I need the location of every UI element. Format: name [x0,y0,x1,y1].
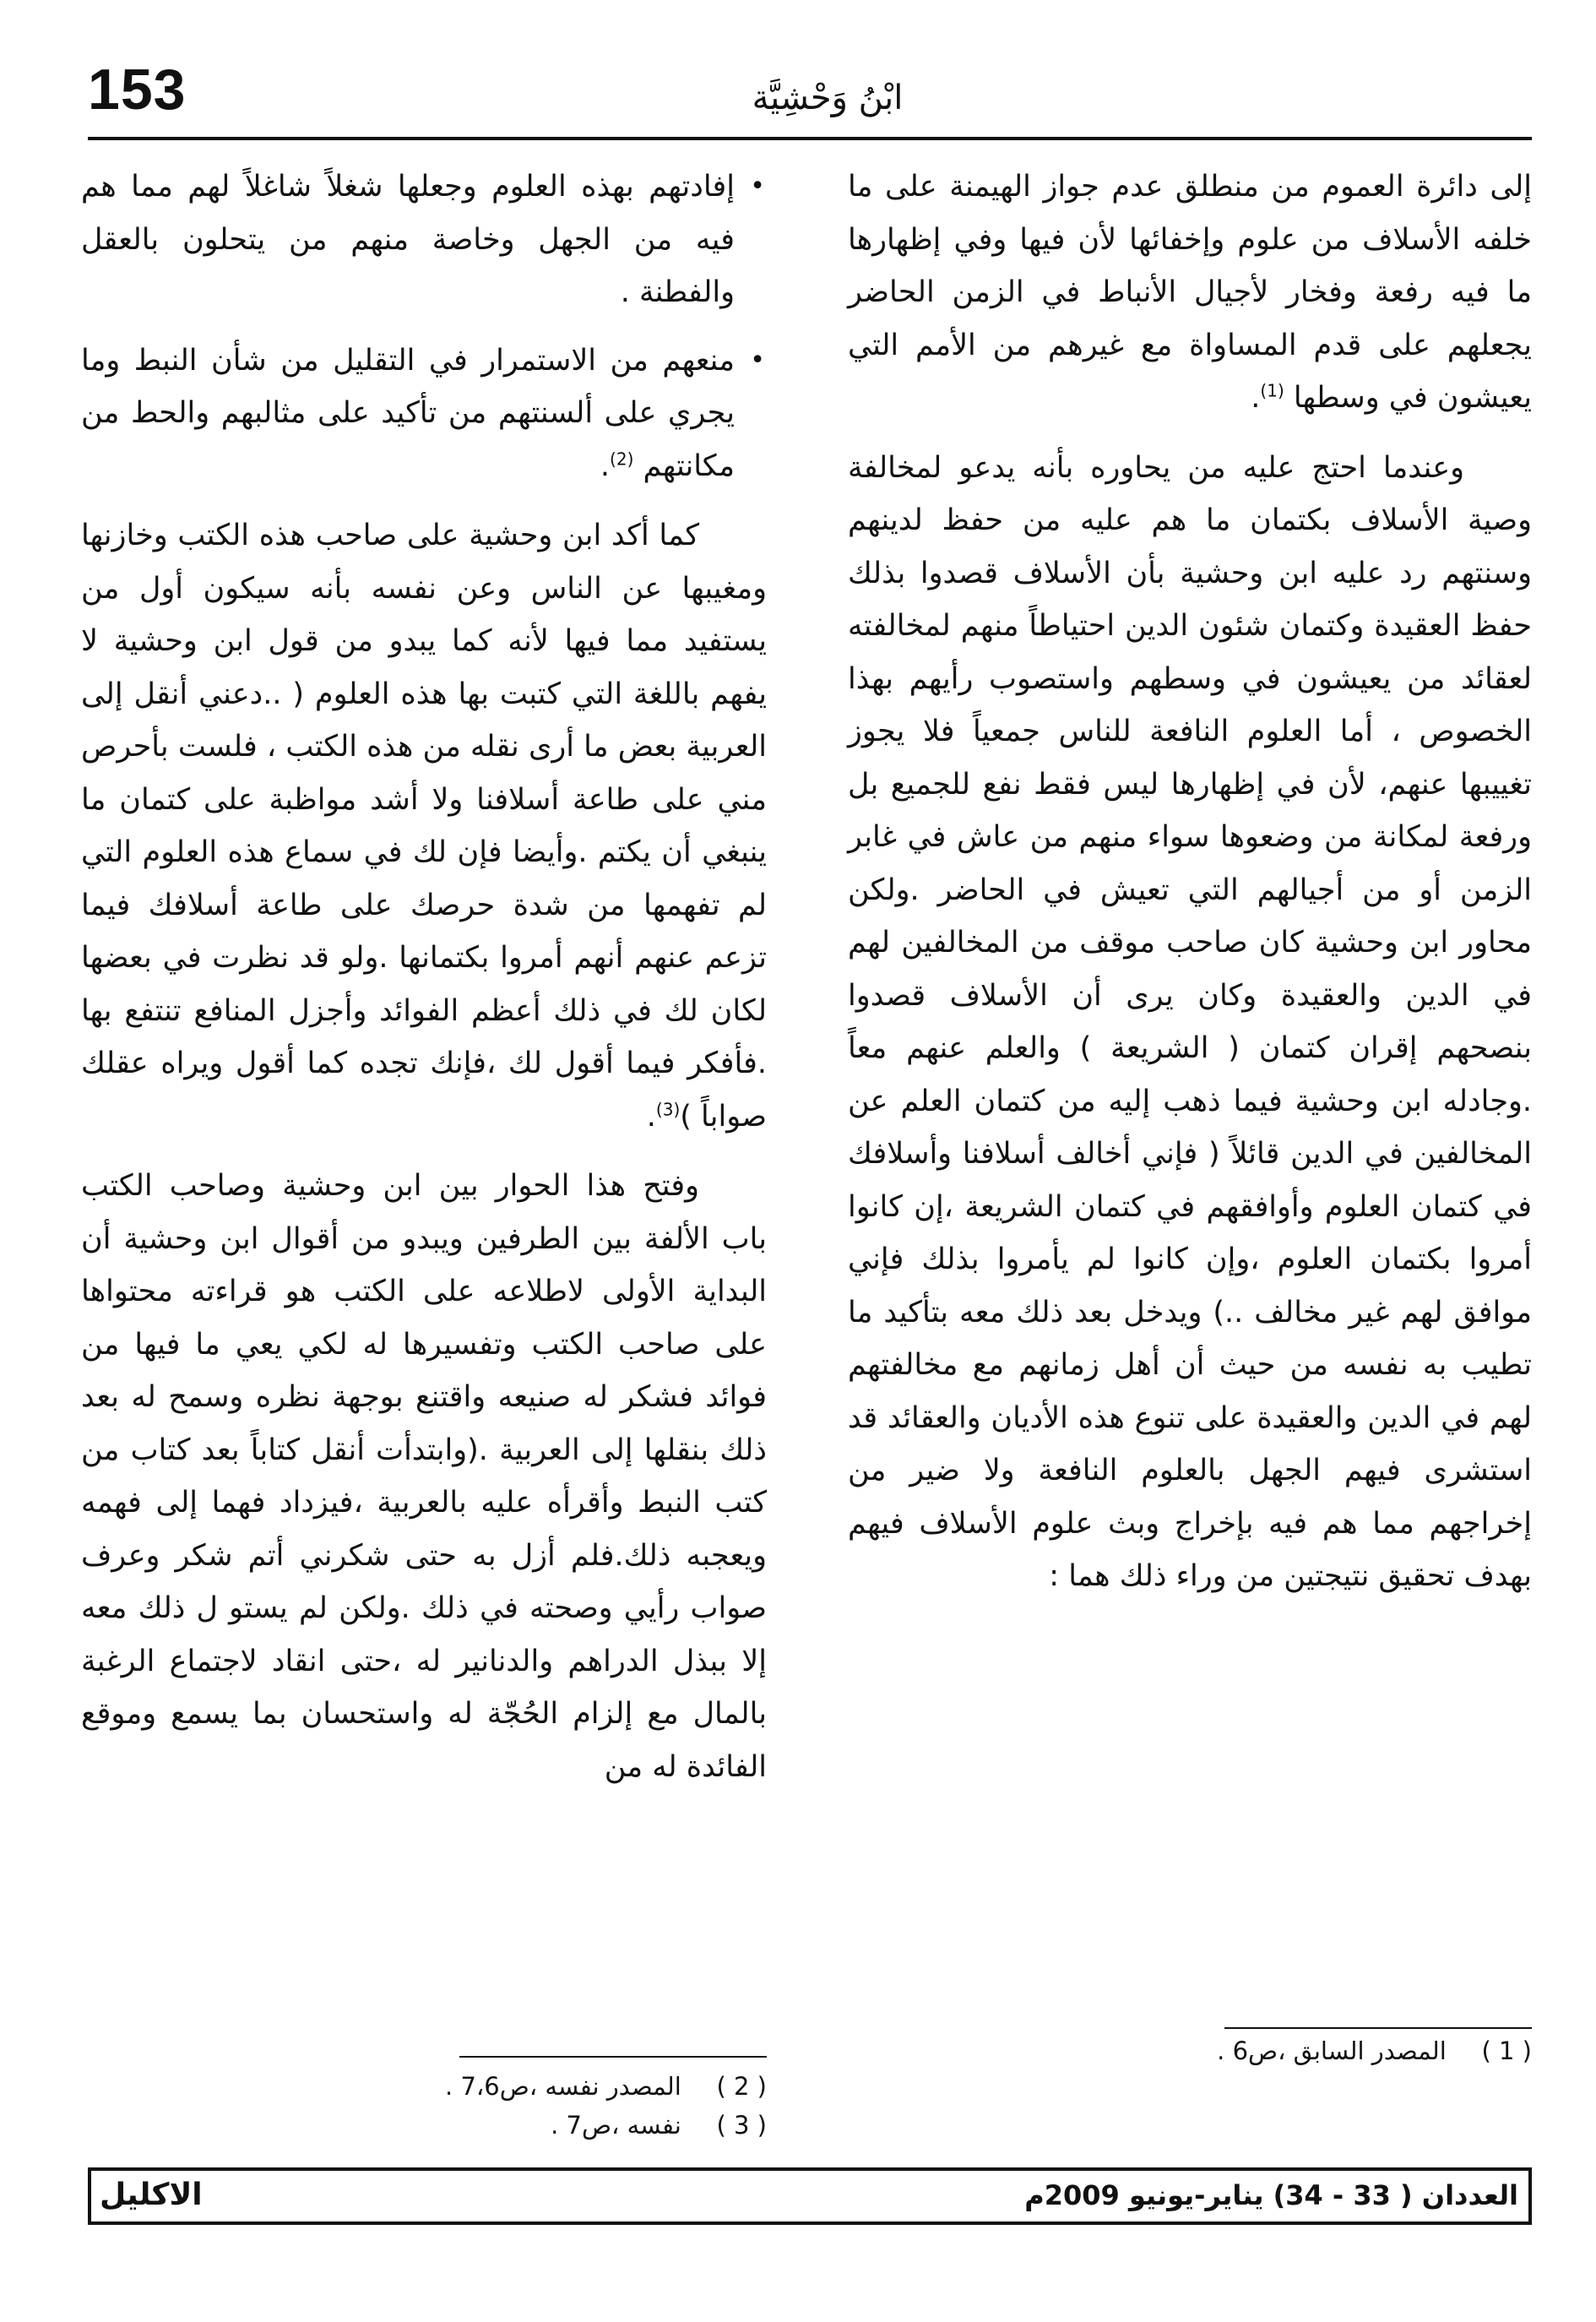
footnote-1-number: ( 1 ) [1481,2037,1532,2065]
bullet-item-1-text: إفادتهم بهذه العلوم وجعلها شغلاً شاغلاً لهم مما هم فيه من الجهل وخاصة منهم من يتحلون بالعقل والفطنة . [81,170,735,309]
bullet-list [81,160,767,492]
footnote-ref-3: (3) [655,1098,681,1119]
paragraph-3: كما أكد ابن وحشية على صاحب هذه الكتب وخازنها ومغيبها عن الناس وعن نفسه بأنه سيكون أول من يستفيد مما فيها لأنه كما يبدو من قول ابن وحشية لا يفهم باللغة التي كتبت بها هذه العلوم ( ..دعني أنقل إلى العربية بعض ما أرى نقله من هذه الكتب ، فلست بأحرص مني على طاعة أسلافنا ولا أشد مواظبة على كتمان ما ينبغي أن يكتم .وأيضا فإن لك في سماع هذه العلوم التي لم تفهمها من شدة حرصك على طاعة أسلافك فيما تزعم عنهم أنهم أمروا بكتمانها .ولو قد نظرت في بعضها لكان لك في ذلك أعظم الفوائد وأجزل المنافع تنتفع بها .فأفكر فيما أقول لك ،فإنك تجده كما أقول ويراه عقلك صواباً )$^{(3)}$. [81,519,767,1134]
journal-logo: الاكليل [100,2178,203,2212]
footnote-3-text: نفسه ،ص7 . [551,2111,681,2140]
footnote-3-number: ( 3 ) [716,2111,767,2140]
paragraph-3-text: كما أكد ابن وحشية على صاحب هذه الكتب وخازنها ومغيبها عن الناس وعن نفسه بأنه سيكون أول من يستفيد مما فيها لأنه كما يبدو من قول ابن وحشية لا يفهم باللغة التي كتبت بها هذه العلوم ( ..دعني أنقل إلى العربية بعض ما أرى نقله من هذه الكتب ، فلست بأحرص مني على طاعة أسلافنا ولا أشد مواظبة على كتمان ما ينبغي أن يكتم .وأيضا فإن لك في سماع هذه العلوم التي لم تفهمها من شدة حرصك على طاعة أسلافك فيما تزعم عنهم أنهم أمروا بكتمانها .ولو قد نظرت في بعضها لكان لك في ذلك أعظم الفوائد وأجزل المنافع تنتفع بها .فأفكر فيما أقول لك ،فإنك تجده كما أقول ويراه عقلك صواباً ) [81,519,767,1134]
footnote-rule-left [459,2056,767,2058]
bullet-item-2: • منعهم من الاستمرار في التقليل من شأن النبط وما يجري على ألسنتهم من تأكيد على مثالبهم والحط من مكانتهم $^{(2)}$. [81,334,735,493]
footnote-2-number: ( 2 ) [716,2072,767,2101]
footnote-rule-right [1224,2027,1532,2029]
bullet-item-2-text: منعهم من الاستمرار في التقليل من شأن النبط وما يجري على ألسنتهم من تأكيد على مثالبهم والحط من مكانتهم [81,343,735,483]
footnote-2 [445,2068,767,2105]
bullet-item-1 [81,160,765,319]
bullet-icon: • [750,171,765,201]
left-column [81,160,767,1810]
paragraph-1-text: إلى دائرة العموم من منطلق عدم جواز الهيمنة على ما خلفه الأسلاف من علوم وإخفائها لأن فيها وفي إظهارها ما فيه رفعة وفخار لأجيال الأنباط في الزمن الحاضر يجعلهم على قدم المساواة مع غيرهم من الأمم التي يعيشون في وسطها [848,170,1532,415]
footnote-1 [1217,2032,1532,2069]
bullet-icon: • [750,345,765,375]
header-rule [88,137,1532,140]
footnote-1-text: المصدر السابق ،ص6 . [1217,2037,1447,2065]
footnote-2-text: المصدر نفسه ،ص7،6 . [445,2072,681,2101]
right-column [848,160,1532,1620]
page-number: 153 [88,57,187,122]
footnote-ref-1: (1) [1260,380,1284,401]
footer [88,2167,1532,2225]
paragraph-1: إلى دائرة العموم من منطلق عدم جواز الهيمنة على ما خلفه الأسلاف من علوم وإخفائها لأن فيها وفي إظهارها ما فيه رفعة وفخار لأجيال الأنباط في الزمن الحاضر يجعلهم على قدم المساواة مع غيرهم من الأمم التي يعيشون في وسطها $^{(1)}$. [848,170,1532,415]
footnote-ref-2: (2) [610,448,634,469]
paragraph-4: وفتح هذا الحوار بين ابن وحشية وصاحب الكتب باب الألفة بين الطرفين ويبدو من أقوال ابن وحشية أن البداية الأولى لاطلاعه على الكتب هو قراءته محتواها على صاحب الكتب وتفسيرها له لكي يعي ما فيها من فوائد فشكر له صنيعه واقتنع بوجهة نظره وسمح له بعد ذلك بنقلها إلى العربية .(وابتدأت أنقل كتاباً بعد كتاب من كتب النبط وأقرأه عليه بالعربية ،فيزداد فهما إلى فهمه ويعجبه ذلك.فلم أزل به حتى شكرني أتم شكر وعرف صواب رأيي وصحته في ذلك .ولكن لم يستو ل ذلك معه إلا ببذل الدراهم والدنانير له ،حتى انقاد لاجتماع الرغبة بالمال مع إلزام الحُجّة له واستحسان بما يسمع وموقع الفائدة له من [81,1169,767,1784]
paragraph-2: وعندما احتج عليه من يحاوره بأنه يدعو لمخالفة وصية الأسلاف بكتمان ما هم عليه من حفظ لدينهم وسنتهم رد عليه ابن وحشية بأن الأسلاف قصدوا بذلك حفظ العقيدة وكتمان شئون الدين احتياطاً منهم لمخالفته لعقائد من يعيشون في وسطهم واستصوب رأيهم بهذا الخصوص ، أما العلوم النافعة للناس جمعياً فلا يجوز تغييبها عنهم، لأن في إظهارها ليس فقط نفع للجميع بل ورفعة لمكانة من وضعوها سواء منهم من عاش في غابر الزمن أو من أجيالهم التي تعيش في الحاضر .ولكن محاور ابن وحشية كان صاحب موقف من المخالفين لهم في الدين والعقيدة وكان يرى أن الأسلاف قصدوا بنصحهم إقران كتمان ( الشريعة ) والعلم عنهم معاً .وجادله ابن وحشية فيما ذهب إليه من كتمان العلم عن المخالفين في الدين قائلاً ( فإني أخالف أسلافنا وأسلافك في كتمان العلوم وأوافقهم في كتمان الشريعة ،إن كانوا أمروا بكتمان العلوم ،وإن كانوا لم يأمروا بذلك فإني موافق لهم غير مخالف ..) ويدخل بعد ذلك معه بتأكيد ما تطيب به نفسه من حيث أن أهل زمانهم مع مخالفتهم لهم في الدين والعقيدة على تنوع هذه الأديان والعقائد قد استشرى فيهم الجهل بالعلوم النافعة ولا ضير من إخراجهم مما هم فيه بإخراج وبث علوم الأسلاف فيهم بهدف تحقيق نتيجتين من وراء ذلك هما : [848,450,1532,1593]
running-title: ابْنُ وَحْشِيَّة [752,79,904,117]
footnote-3 [551,2107,767,2144]
footer-issue: العددان ( 33 - 34) يناير-يونيو 2009م [1024,2179,1518,2211]
